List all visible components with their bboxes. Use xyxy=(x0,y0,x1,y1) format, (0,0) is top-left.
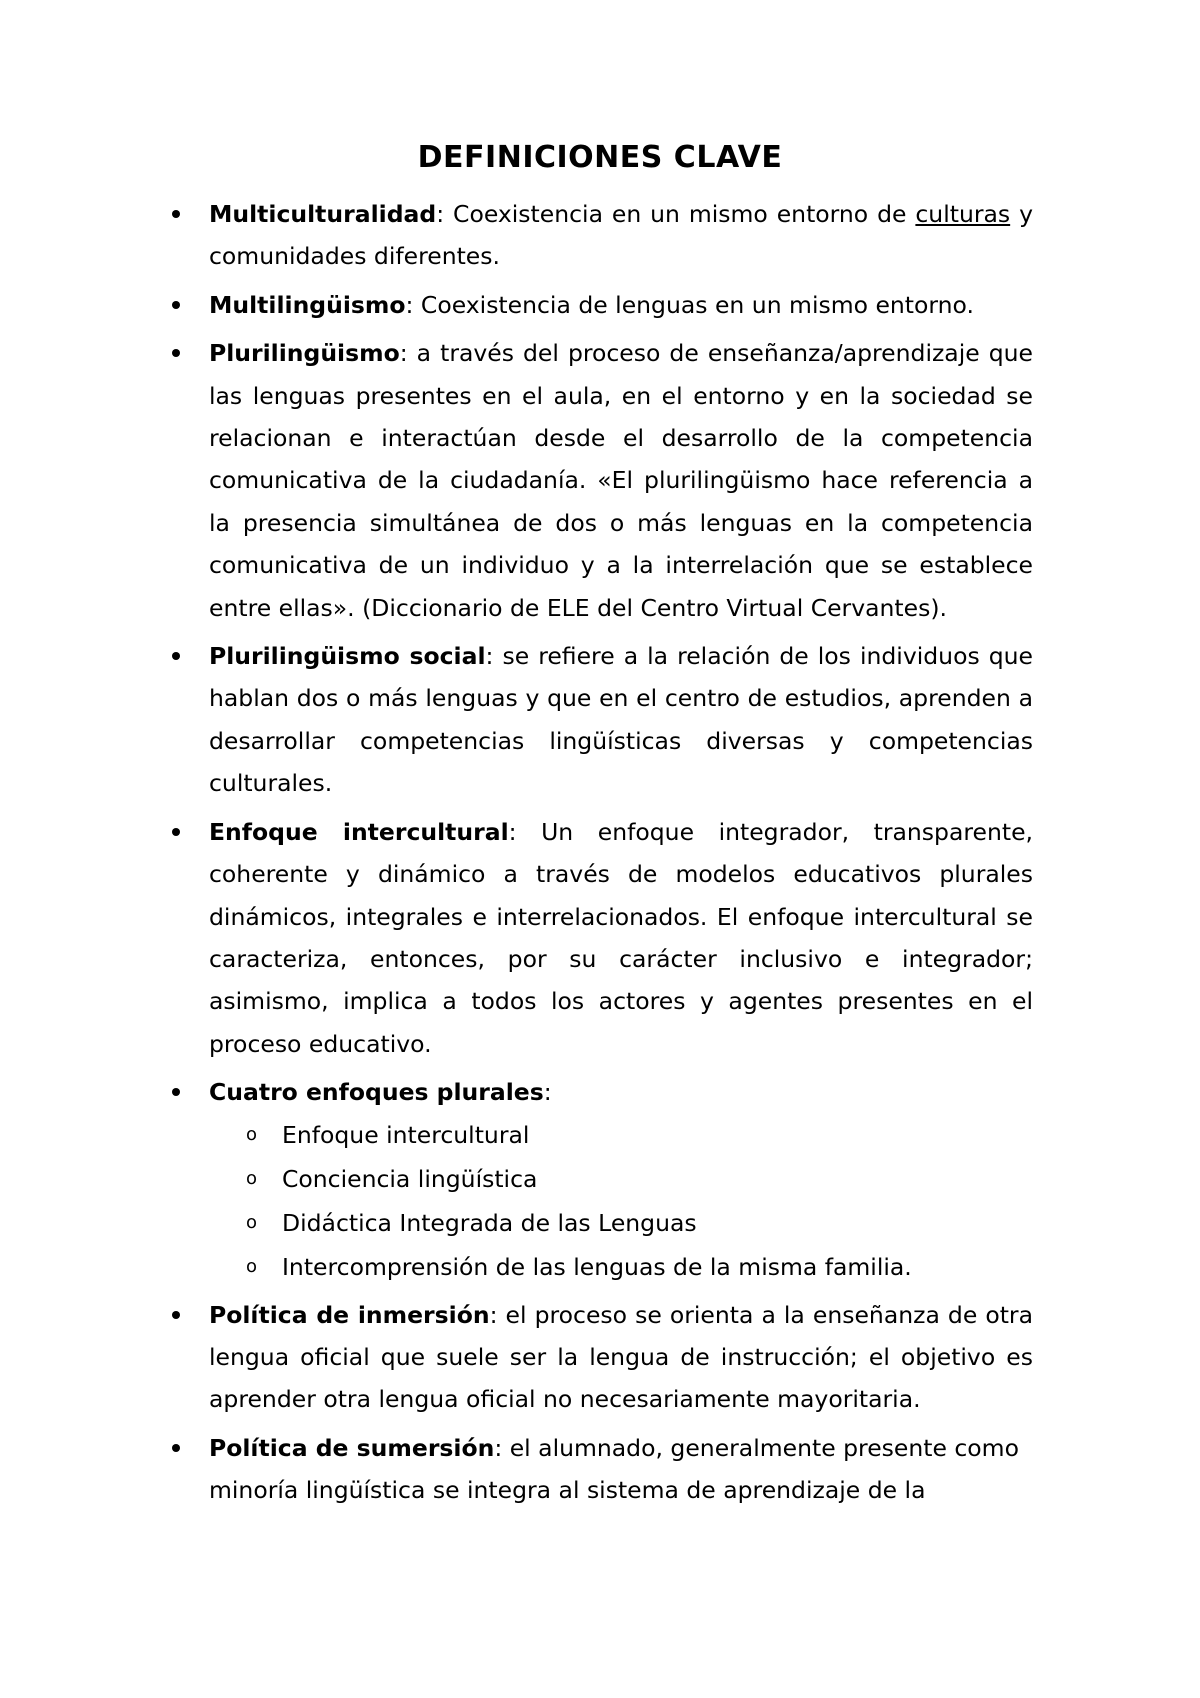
definition-body-end: y comunidades diferentes. xyxy=(209,200,1033,271)
definition-text xyxy=(209,193,1033,278)
definition-term: Cuatro enfoques plurales xyxy=(209,1078,544,1107)
definition-term: Política de sumersión xyxy=(209,1433,495,1462)
term-separator: : xyxy=(405,290,414,319)
bullet-icon xyxy=(172,349,180,357)
term-separator: : xyxy=(508,817,517,846)
definition-text xyxy=(209,332,1033,629)
sublist-item xyxy=(0,1158,1200,1200)
bullet-icon xyxy=(172,1311,180,1319)
sublist-item-text: Enfoque intercultural xyxy=(282,1120,530,1149)
list-item-plurilinguismo-social xyxy=(0,635,1033,805)
term-separator: : xyxy=(494,1433,503,1462)
definition-text xyxy=(209,284,1033,326)
list-item-plurilinguismo xyxy=(0,332,1033,629)
sublist-item-text: Conciencia lingüística xyxy=(282,1164,538,1193)
term-separator: : xyxy=(485,642,494,671)
list-item-cuatro-enfoques xyxy=(0,1071,1033,1113)
definition-body: Coexistencia de lenguas en un mismo entorno. xyxy=(413,290,974,319)
term-separator: : xyxy=(436,200,445,228)
sublist-item xyxy=(0,1114,1200,1156)
definition-body: el alumnado, generalmente presente como minoría lingüística se integra al sistema de aprendizaje de la xyxy=(209,1433,1019,1505)
sublist-item-text: Intercomprensión de las lenguas de la misma familia. xyxy=(282,1252,912,1281)
definition-term: Plurilingüismo xyxy=(209,339,400,368)
definition-term: Multiculturalidad xyxy=(209,200,437,228)
bullet-icon xyxy=(172,828,180,836)
definition-text xyxy=(209,1071,1033,1113)
bullet-icon xyxy=(172,1444,180,1452)
bullet-icon xyxy=(172,652,180,660)
definition-term: Enfoque intercultural xyxy=(209,817,509,846)
sublist-item xyxy=(0,1246,1200,1288)
circle-bullet-icon: o xyxy=(246,1211,258,1233)
list-item-multilinguismo xyxy=(0,284,1033,326)
definition-text xyxy=(209,1294,1033,1421)
definition-term: Política de inmersión xyxy=(209,1300,490,1329)
list-item-multiculturalidad xyxy=(0,193,1033,278)
definition-text xyxy=(209,1427,1033,1512)
definition-term: Plurilingüismo social xyxy=(209,642,486,671)
list-item-politica-sumersion xyxy=(0,1427,1033,1512)
circle-bullet-icon: o xyxy=(246,1167,258,1189)
underlined-word: culturas xyxy=(915,200,1011,228)
definition-body: Coexistencia en un mismo entorno de xyxy=(444,200,916,228)
circle-bullet-icon: o xyxy=(246,1123,258,1145)
definitions-list xyxy=(0,193,1200,1512)
circle-bullet-icon: o xyxy=(246,1255,258,1277)
page-title: DEFINICIONES CLAVE xyxy=(417,140,783,175)
sublist-item xyxy=(0,1202,1200,1244)
sublist-item-text: Didáctica Integrada de las Lenguas xyxy=(282,1208,697,1237)
definition-body: Un enfoque integrador, transparente, coherente y dinámico a través de modelos educativos plurales dinámicos, integrales e interrelacionados. El enfoque intercultural se caracteriza, entonces, por su carácter inclusivo e integrador; asimismo, implica a todos los actores y agentes presentes en el proceso educativo. xyxy=(209,817,1033,1058)
list-item-politica-inmersion xyxy=(0,1294,1033,1421)
bullet-icon xyxy=(172,301,180,309)
definition-body: el proceso se orienta a la enseñanza de otra lengua oficial que suele ser la lengua de instrucción; el objetivo es aprender otra lengua oficial no necesariamente mayoritaria. xyxy=(209,1300,1033,1414)
bullet-icon xyxy=(172,1088,180,1096)
definition-term: Multilingüismo xyxy=(209,290,406,319)
definition-body: a través del proceso de enseñanza/aprendizaje que las lenguas presentes en el aula, en el entorno y en la sociedad se relacionan e interactúan desde el desarrollo de la competencia comunicativa de la ciudadanía. «El plurilingüismo hace referencia a la presencia simultánea de dos o más lenguas en la competencia comunicativa de un individuo y a la interrelación que se establece entre ellas». (Diccionario de ELE del Centro Virtual Cervantes). xyxy=(209,339,1033,622)
definition-text xyxy=(209,811,1033,1065)
term-separator: : xyxy=(543,1078,552,1107)
bullet-icon xyxy=(172,210,180,218)
definition-body: se refiere a la relación de los individuos que hablan dos o más lenguas y que en el centro de estudios, aprenden a desarrollar competencias lingüísticas diversas y competencias culturales. xyxy=(209,642,1033,798)
list-item-enfoque-intercultural xyxy=(0,811,1033,1065)
term-separator: : xyxy=(489,1300,498,1329)
definition-text xyxy=(209,635,1033,805)
term-separator: : xyxy=(399,339,408,368)
